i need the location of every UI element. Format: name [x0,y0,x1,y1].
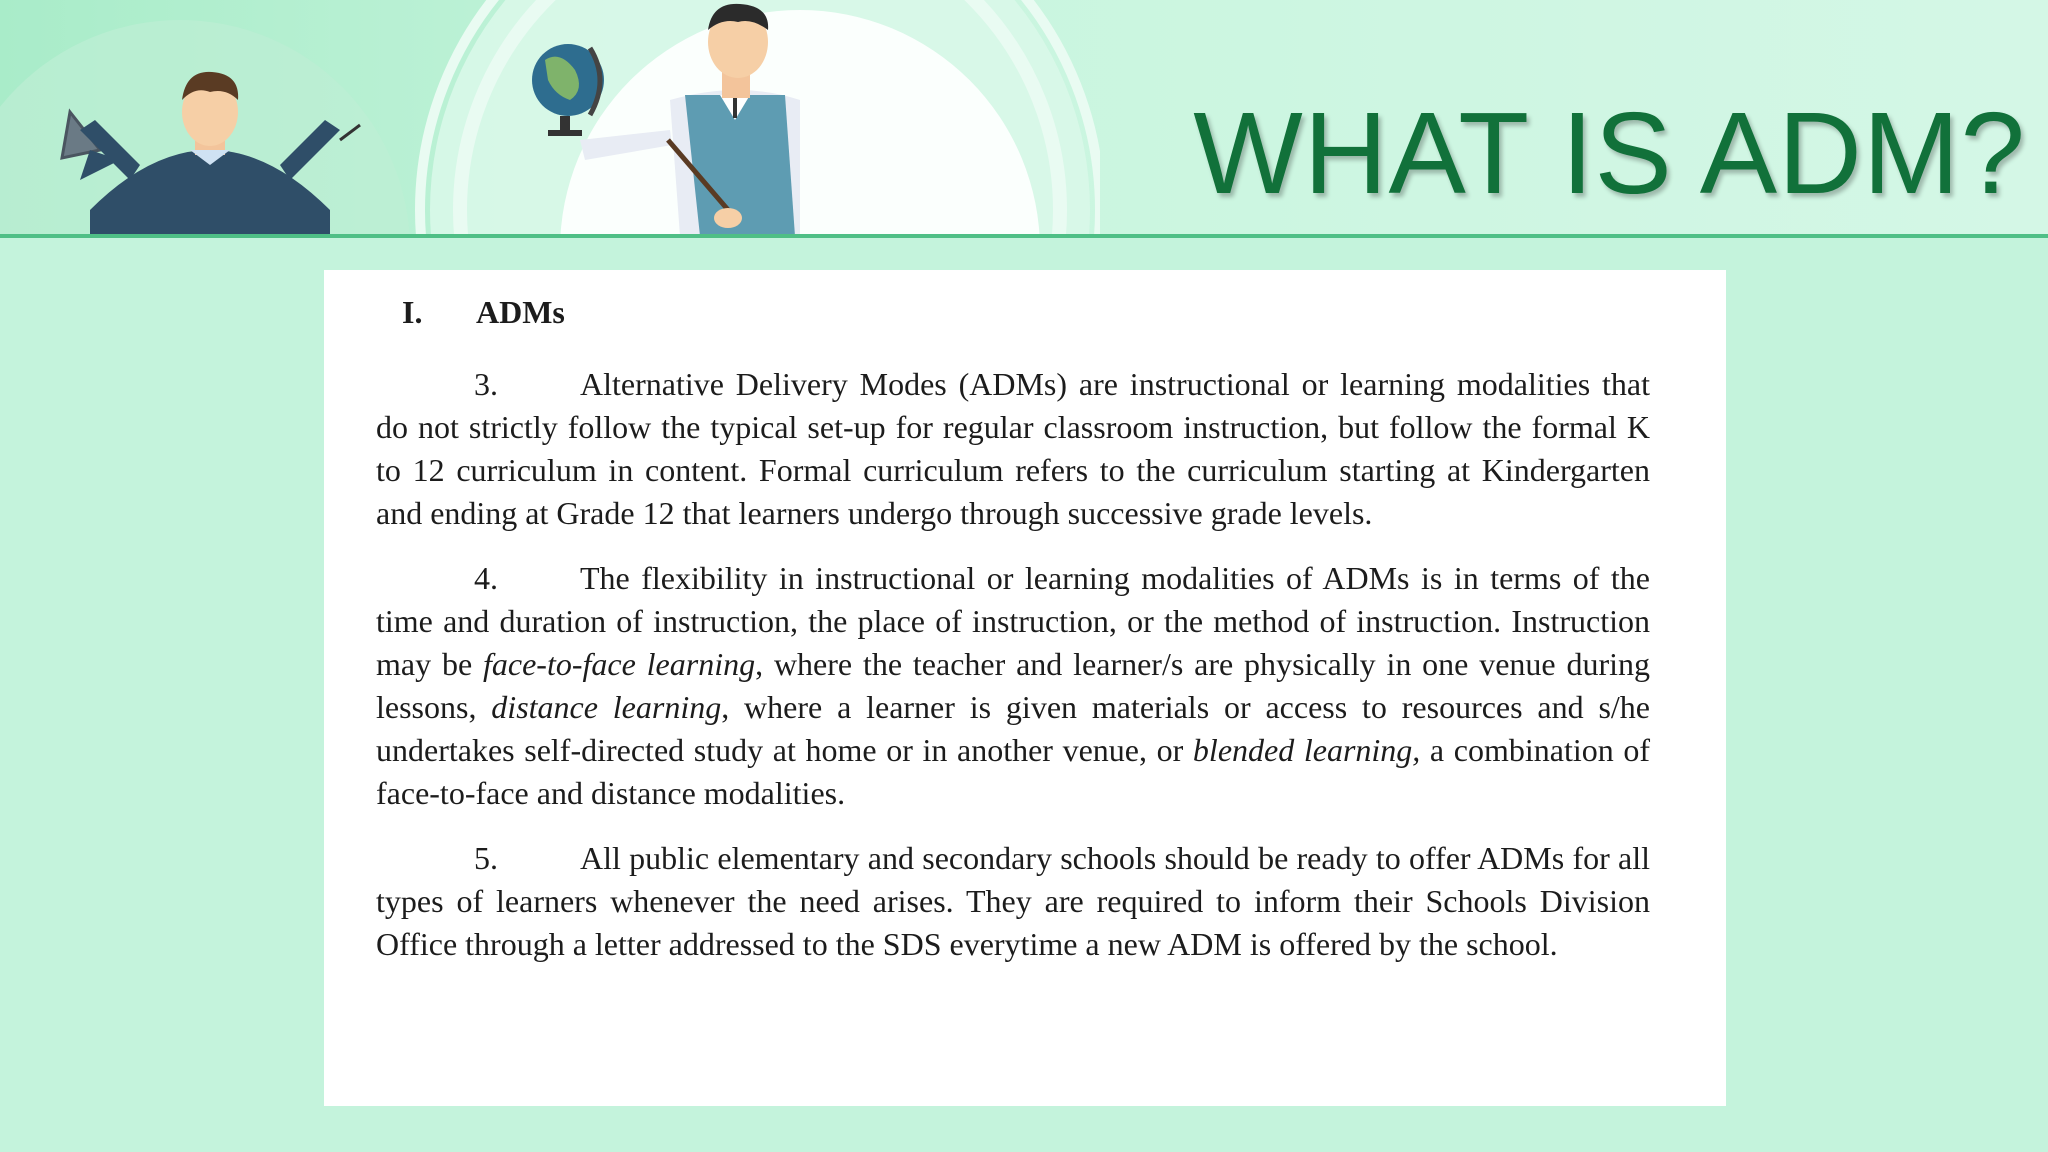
paragraph-number: 3. [474,366,498,402]
paragraph-text: All public elementary and secondary schools should be ready to offer ADMs for all types of learners whenever the need arises. They are required to inform their Schools Division Office through a letter addressed to the SDS everytime a new ADM is offered by the school. [376,840,1650,962]
paragraph-number: 5. [474,840,498,876]
paragraph-number: 4. [474,560,498,596]
paragraph-text-part: , where a learner is given materials or access to resources and s/he undertakes self-directed study at home or in another venue, or [376,689,1651,768]
paragraph-text-part: The flexibility in instructional or learning modalities of ADMs is in terms of the time and duration of instruction, the place of instruction, or the method of instruction. Instruction may be [376,560,1650,682]
term-distance-learning: distance learning [491,689,722,725]
classroom-illustration [0,0,1100,236]
header-divider [0,234,2048,238]
slide-header [0,0,2048,236]
paragraph-text-part: , where the teacher and learner/s are physically in one venue during lessons, [376,646,1651,725]
section-number: I. [402,294,423,330]
paragraph-text-part: a combination of face-to-face and distance modalities. [376,732,1651,811]
section-title: ADMs [476,294,565,330]
paragraph-3 [376,363,1650,535]
term-blended-learning: blended learning, [1192,732,1421,768]
paragraph-4 [376,557,1650,815]
paragraph-5 [376,837,1650,966]
slide-title: WHAT IS ADM? [1193,88,2026,218]
section-heading [402,294,1650,331]
document-excerpt [324,270,1726,1106]
paragraph-text: Alternative Delivery Modes (ADMs) are instructional or learning modalities that do not strictly follow the typical set-up for regular classroom instruction, but follow the formal K to 12 curriculum in content. Formal curriculum refers to the curriculum starting at Kindergarten and ending at Grade 12 that learners undergo through successive grade levels. [376,366,1650,531]
term-face-to-face: face-to-face learning [483,646,756,682]
